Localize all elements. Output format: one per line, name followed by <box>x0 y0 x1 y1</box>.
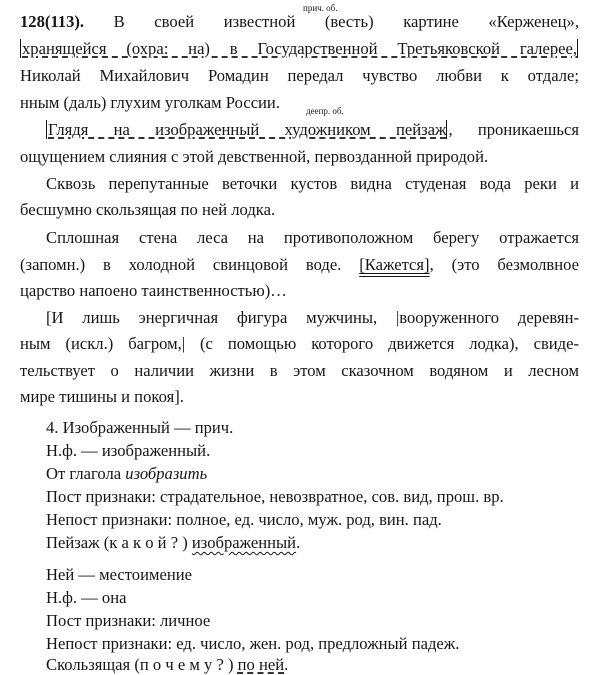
p1-line3: Николай Михайлович Ромадин передал чувство любви к отдале; <box>20 66 579 85</box>
analysis2-head-word: Скользящая <box>46 655 131 674</box>
p1-line2 <box>20 39 579 59</box>
p1-line1 <box>20 12 579 32</box>
participle-phrase-note: прич. об. <box>303 3 338 13</box>
p4-line2-a: (запомн.) в холодной свинцовой воде. <box>20 255 342 274</box>
analysis2-line4: Непост признаки: ед. число, жен. род, предложный падеж. <box>46 634 460 653</box>
p1-line1-text: В своей известной (весть) картине «Керженец», <box>113 12 579 31</box>
analysis2-dot: . <box>284 655 289 674</box>
analysis1-question: (к а к о й ? ) <box>103 533 188 552</box>
analysis1-dependent: изображенный <box>191 533 297 552</box>
p5-line1: [И лишь энергичная фигура мужчины, |вооруженного деревян- <box>46 308 579 327</box>
analysis1-line4: Пост признаки: страдательное, невозвратное, сов. вид, прош. вр. <box>46 487 504 506</box>
analysis1-head-word: Пейзаж <box>46 533 100 552</box>
p2-line2: ощущением слияния с этой девственной, первозданной природой. <box>20 147 489 166</box>
analysis1-line6 <box>46 533 579 553</box>
analysis2-question: (п о ч е м у ? ) <box>134 655 234 674</box>
p3-line1: Сквозь перепутанные веточки кустов видна студеная вода реки и <box>46 174 579 193</box>
analysis1-line5: Непост признаки: полное, ед. число, муж. род, вин. пад. <box>46 510 442 529</box>
analysis1-line3-a: От глагола <box>46 464 122 483</box>
analysis1-line1: 4. Изображенный — прич. <box>46 418 234 437</box>
p2-line1 <box>46 120 579 140</box>
phrase-boundary <box>577 39 579 58</box>
p5-line3: тельствует о наличии жизни в этом сказочном водяном и лесном <box>20 361 579 380</box>
p1-line2-text: хранящейся (охра: на) в Государственной Третьяковской галерее, <box>22 39 577 58</box>
p4-line1: Сплошная стена леса на противоположном берегу отражается <box>46 228 579 247</box>
p4-line3: царство напоено таинственностью)… <box>20 281 287 300</box>
analysis1-line3 <box>46 464 579 484</box>
p3-line2: бесшумно скользящая по ней лодка. <box>20 200 276 219</box>
p5-line4: мире тишины и покоя]. <box>20 387 184 406</box>
exercise-number: 128(113). <box>20 12 85 31</box>
analysis2-dependent: по ней <box>237 655 285 674</box>
analysis2-line3: Пост признаки: личное <box>46 611 211 630</box>
p4-line2-c: , (это безмолвное <box>429 255 579 274</box>
adverbial-phrase-note: деепр. об. <box>306 106 344 116</box>
p5-line2: ным (искл.) багром,| (с помощью которого движется лодка), свиде- <box>20 334 579 353</box>
p4-line2 <box>20 255 579 275</box>
adverbial-phrase: Глядя на изображенный художником пейзаж <box>48 120 447 139</box>
p1-line4: нным (даль) глухим уголкам России. <box>20 93 280 112</box>
analysis2-line1: Ней — местоимение <box>46 565 192 584</box>
introductory-word: [Кажется] <box>359 255 430 274</box>
analysis1-line2: Н.ф. — изображенный. <box>46 441 211 460</box>
analysis2-line5 <box>46 655 579 675</box>
source-verb: изобразить <box>125 464 208 483</box>
p2-line1-rest: , проникаешься <box>448 120 579 139</box>
analysis1-dot: . <box>296 533 301 552</box>
analysis2-line2: Н.ф. — она <box>46 588 127 607</box>
